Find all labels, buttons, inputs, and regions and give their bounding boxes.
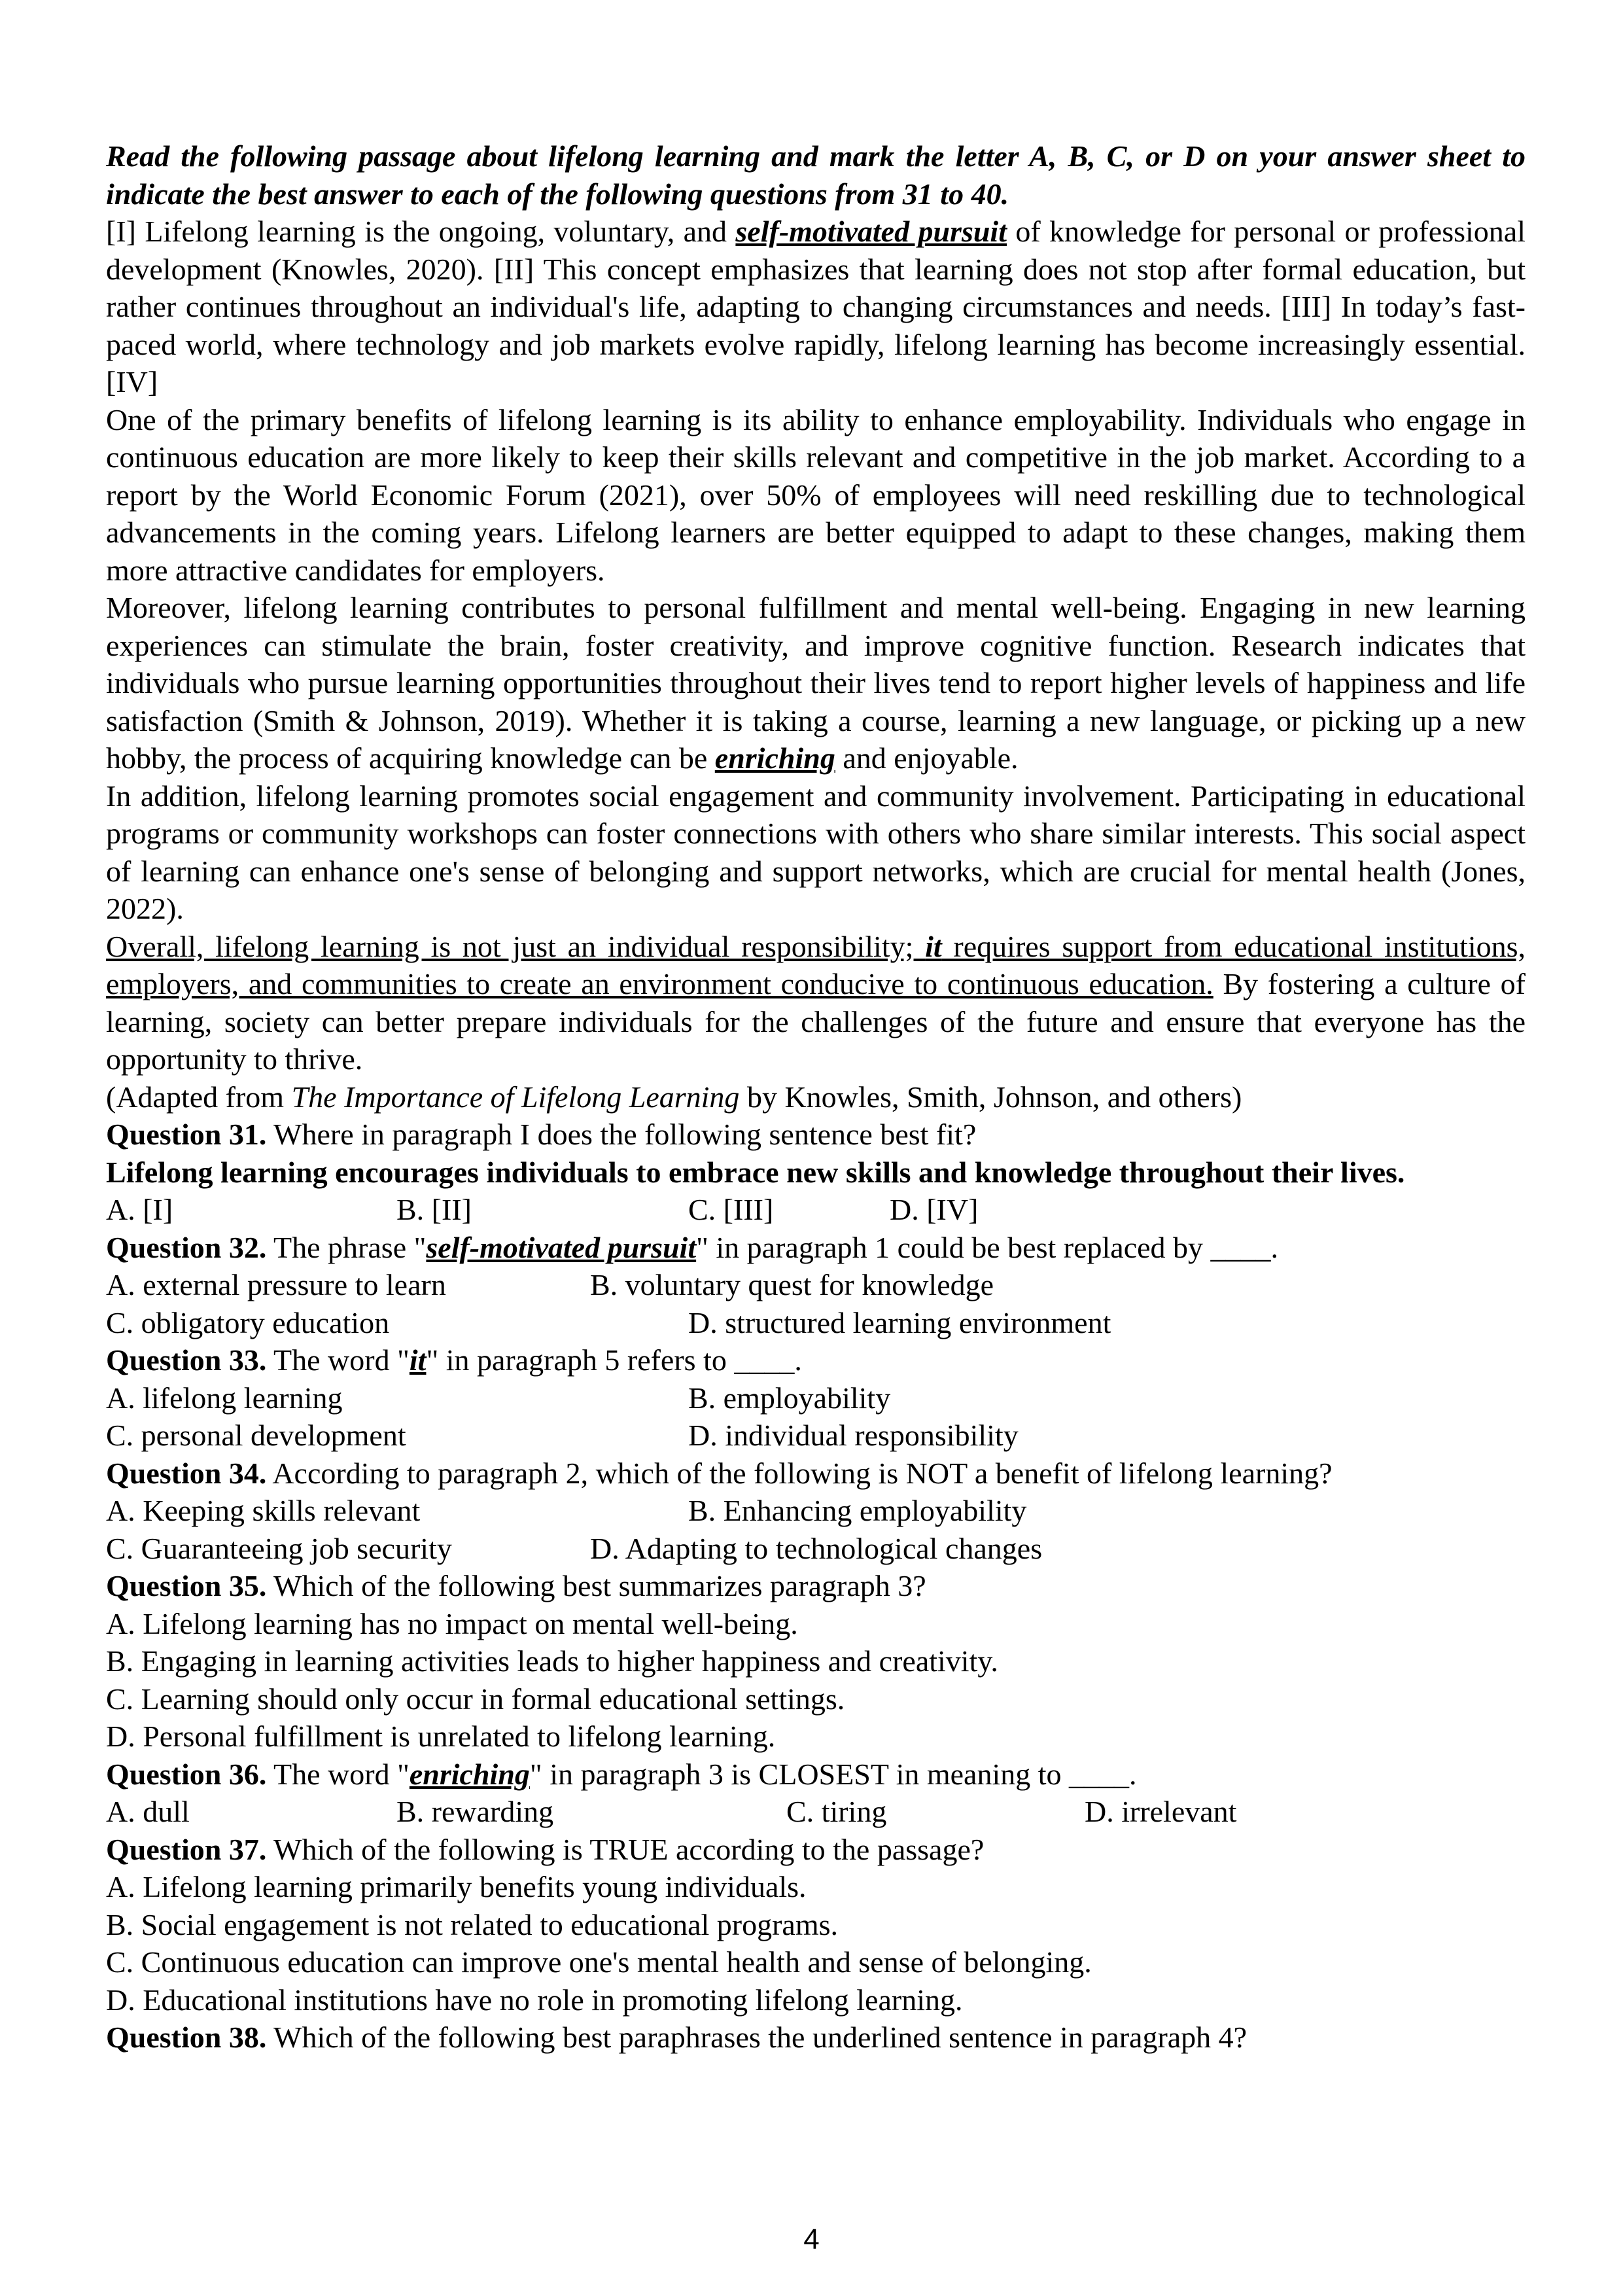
question-31: [106, 1116, 1526, 1154]
q36-option-a[interactable]: A. dull: [106, 1795, 190, 1828]
q35-option-b[interactable]: B. Engaging in learning activities leads to higher happiness and creativity.: [106, 1644, 998, 1678]
p1-text-a: [I] Lifelong learning is the ongoing, voluntary, and: [106, 215, 736, 248]
q31-sentence: Lifelong learning encourages individuals to embrace new skills and knowledge throughout their lives.: [106, 1155, 1405, 1189]
q31-options: [106, 1191, 1526, 1229]
paragraph-2: One of the primary benefits of lifelong learning is its ability to enhance employability. Individuals who engage in continuous education are more likely to keep their skills relevant and competitive in the job market. According to a report by the World Economic Forum (2021), over 50% of employees will need reskilling due to technological advancements in the coming years. Lifelong learners are better equipped to adapt to these changes, making them more attractive candidates for employers.: [106, 402, 1526, 587]
q34-options-row1: [106, 1492, 1526, 1530]
q32-pre: The phrase ": [266, 1230, 427, 1264]
question-35: [106, 1567, 1526, 1605]
q34-option-d[interactable]: D. Adapting to technological changes: [590, 1531, 1043, 1565]
q34-options-row2: [106, 1530, 1526, 1568]
paragraph-5: [106, 928, 1526, 1078]
q38-label: Question 38.: [106, 2021, 267, 2054]
p3-key-word: enriching: [714, 741, 835, 775]
q36-label: Question 36.: [106, 1757, 267, 1791]
q37-label: Question 37.: [106, 1832, 267, 1866]
q33-option-c[interactable]: C. personal development: [106, 1419, 406, 1452]
source-title: The Importance of Lifelong Learning: [291, 1080, 740, 1114]
q35-option-d[interactable]: D. Personal fulfillment is unrelated to lifelong learning.: [106, 1720, 776, 1753]
page-number: 4: [803, 2223, 820, 2255]
p3-text-a: Moreover, lifelong learning contributes to personal fulfillment and mental well-being. Engaging in new learning experiences can stimulate the brain, foster creativity, and improve cognitive function. Research indicates that individuals who pursue learning opportunities throughout their lives tend to report higher levels of happiness and life satisfaction (Smith & Johnson, 2019). Whether it is taking a course, learning a new language, or picking up a new hobby, the process of acquiring knowledge can be: [106, 591, 1526, 775]
q34-option-c[interactable]: C. Guaranteeing job security: [106, 1531, 452, 1565]
p3-text-b: and enjoyable.: [835, 741, 1019, 775]
q32-options-row1: [106, 1266, 1526, 1304]
source-post: by Knowles, Smith, Johnson, and others): [739, 1080, 1242, 1114]
q34-text: According to paragraph 2, which of the following is NOT a benefit of lifelong learning?: [266, 1456, 1333, 1490]
q31-option-c[interactable]: C. [III]: [688, 1193, 774, 1226]
q31-option-d[interactable]: D. [IV]: [890, 1193, 979, 1226]
q33-pre: The word ": [266, 1343, 410, 1377]
q37-option-c[interactable]: C. Continuous education can improve one's mental health and sense of belonging.: [106, 1945, 1092, 1979]
paragraph-1: [106, 213, 1526, 401]
question-34: [106, 1455, 1526, 1492]
paragraph-4: In addition, lifelong learning promotes social engagement and community involvement. Participating in educational programs or community workshops can foster connections with others who share similar interests. This social aspect of learning can enhance one's sense of belonging and support networks, which are crucial for mental health (Jones, 2022).: [106, 779, 1526, 925]
p5-text-b: By fostering a culture of learning, society can better prepare individuals for the challenges of the future and ensure that everyone has the opportunity to thrive.: [106, 967, 1526, 1076]
q35-text: Which of the following best summarizes paragraph 3?: [266, 1569, 926, 1602]
q31-option-b[interactable]: B. [II]: [396, 1193, 472, 1226]
q33-option-d[interactable]: D. individual responsibility: [688, 1419, 1019, 1452]
q37-option-a[interactable]: A. Lifelong learning primarily benefits young individuals.: [106, 1870, 807, 1903]
p1-key-phrase: self-motivated pursuit: [735, 215, 1007, 248]
q36-option-d[interactable]: D. irrelevant: [1085, 1795, 1237, 1828]
q37-option-b[interactable]: B. Social engagement is not related to educational programs.: [106, 1907, 839, 1941]
q33-option-b[interactable]: B. employability: [688, 1381, 891, 1415]
q31-option-a[interactable]: A. [I]: [106, 1193, 173, 1226]
question-37: [106, 1831, 1526, 1869]
q34-label: Question 34.: [106, 1456, 267, 1490]
q32-key: self-motivated pursuit: [426, 1230, 697, 1264]
q36-post: " in paragraph 3 is CLOSEST in meaning to ____.: [529, 1757, 1137, 1791]
q36-key: enriching: [409, 1757, 530, 1791]
source-citation: [106, 1078, 1526, 1116]
q36-options: [106, 1793, 1526, 1831]
q35-option-c[interactable]: C. Learning should only occur in formal educational settings.: [106, 1682, 845, 1716]
q36-option-c[interactable]: C. tiring: [786, 1795, 887, 1828]
question-32: [106, 1229, 1526, 1267]
q33-post: " in paragraph 5 refers to ____.: [426, 1343, 802, 1377]
q32-option-d[interactable]: D. structured learning environment: [688, 1305, 1111, 1339]
q32-post: " in paragraph 1 could be best replaced by ____.: [696, 1230, 1279, 1264]
q38-text: Which of the following best paraphrases the underlined sentence in paragraph 4?: [266, 2021, 1248, 2054]
p5-underlined-b: requires support from educational institutions, employers, and communities to create an environment conducive to continuous education.: [106, 929, 1526, 1000]
q33-key: it: [409, 1343, 427, 1377]
q35-option-a[interactable]: A. Lifelong learning has no impact on mental well-being.: [106, 1606, 798, 1640]
q31-label: Question 31.: [106, 1118, 267, 1151]
q32-options-row2: [106, 1304, 1526, 1342]
paragraph-3: [106, 589, 1526, 777]
q33-label: Question 33.: [106, 1343, 267, 1377]
question-36: [106, 1756, 1526, 1793]
q31-text: Where in paragraph I does the following sentence best fit?: [266, 1118, 977, 1151]
q36-option-b[interactable]: B. rewarding: [396, 1795, 554, 1828]
q33-options-row1: [106, 1379, 1526, 1417]
q34-option-b[interactable]: B. Enhancing employability: [688, 1494, 1027, 1527]
p5-key-word: it: [925, 929, 942, 963]
q36-pre: The word ": [266, 1757, 410, 1791]
q32-option-b[interactable]: B. voluntary quest for knowledge: [590, 1268, 994, 1301]
question-33: [106, 1341, 1526, 1379]
p5-underlined-a: Overall, lifelong learning is not just an individual responsibility;: [106, 929, 926, 963]
p1-text-b: of knowledge for personal or professional development (Knowles, 2020). [II] This concept emphasizes that learning does not stop after formal education, but rather continues throughout an individual's life, adapting to changing circumstances and needs. [III] In today’s fast-paced world, where technology and job markets evolve rapidly, lifelong learning has become increasingly essential. [IV]: [106, 215, 1526, 398]
q33-options-row2: [106, 1417, 1526, 1455]
q35-label: Question 35.: [106, 1569, 267, 1602]
source-pre: (Adapted from: [106, 1080, 292, 1114]
q32-option-c[interactable]: C. obligatory education: [106, 1305, 390, 1339]
q33-option-a[interactable]: A. lifelong learning: [106, 1381, 343, 1415]
exam-page: [106, 137, 1526, 2057]
question-38: [106, 2019, 1526, 2057]
q37-text: Which of the following is TRUE according to the passage?: [266, 1832, 985, 1866]
q37-option-d[interactable]: D. Educational institutions have no role in promoting lifelong learning.: [106, 1983, 963, 2017]
q34-option-a[interactable]: A. Keeping skills relevant: [106, 1494, 421, 1527]
instruction: Read the following passage about lifelong learning and mark the letter A, B, C, or D on your answer sheet to indicate the best answer to each of the following questions from 31 to 40.: [106, 139, 1526, 211]
q32-label: Question 32.: [106, 1230, 267, 1264]
q32-option-a[interactable]: A. external pressure to learn: [106, 1268, 446, 1301]
